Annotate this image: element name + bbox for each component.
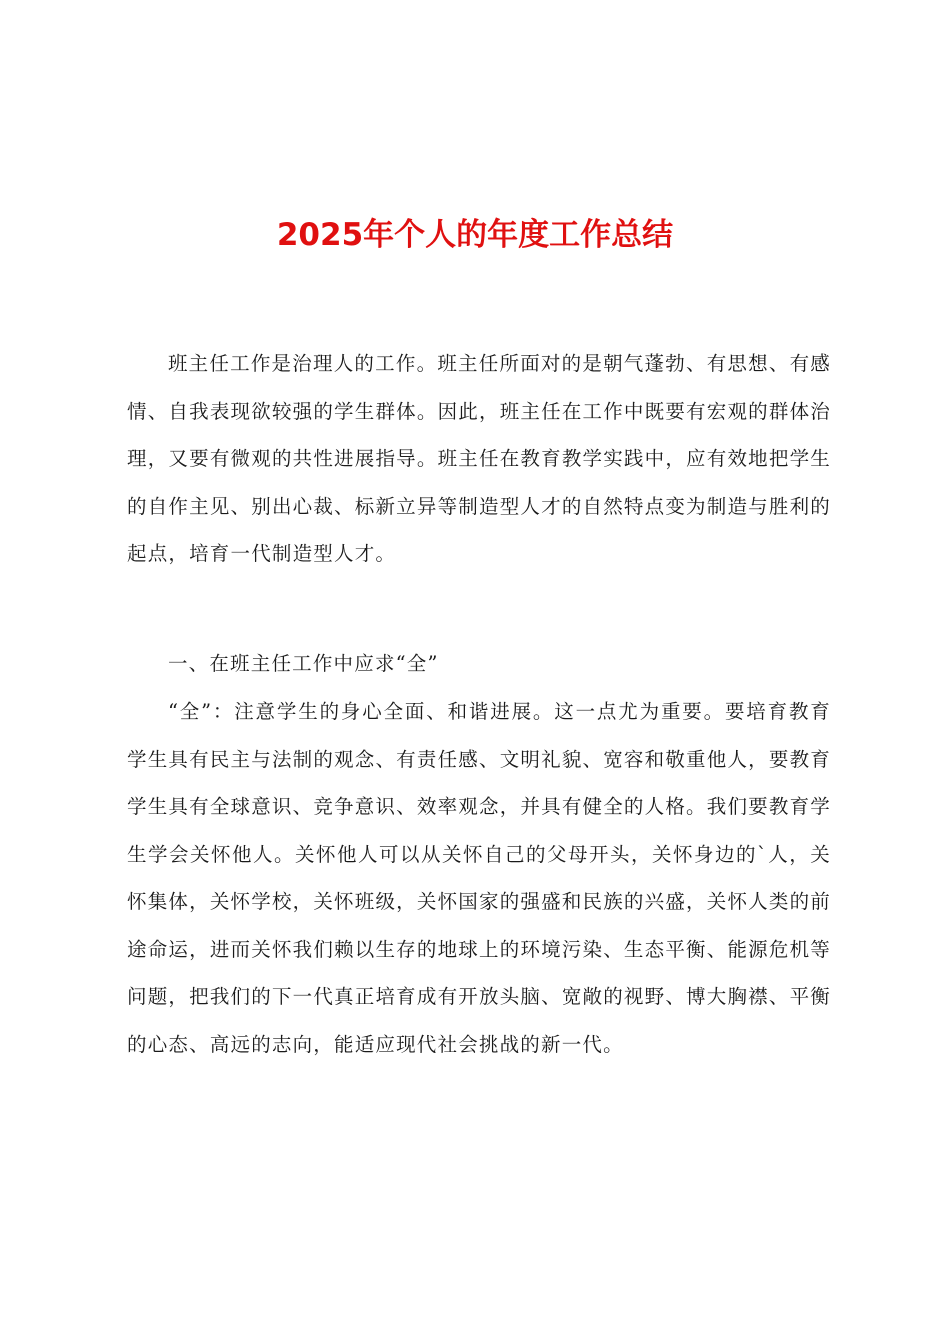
section-heading: 一、在班主任工作中应求“全” — [167, 652, 439, 675]
document-title: 2025年个人的年度工作总结 — [276, 217, 674, 253]
paragraph-section-1: “全”：注意学生的身心全面、和谐进展。这一点尤为重要。要培育教育学生具有民主与法制的观念、有责任感、文明礼貌、宽容和敬重他人，要教育学生具有全球意识、竞争意识、效率观念，并具有健全的人格。我们要教育学生学会关怀他人。关怀他人可以从关怀自己的父母开头，关怀身边的`人，关怀集体，关怀学校，关怀班级，关怀国家的强盛和民族的兴盛，关怀人类的前途命运，进而关怀我们赖以生存的地球上的环境污染、生态平衡、能源危机等问题，把我们的下一代真正培育成有开放头脑、宽敞的视野、博大胸襟、平衡的心态、高远的志向，能适应现代社会挑战的新一代。 — [127, 700, 831, 1056]
paragraph-intro: 班主任工作是治理人的工作。班主任所面对的是朝气蓬勃、有思想、有感情、自我表现欲较强的学生群体。因此，班主任在工作中既要有宏观的群体治理，又要有微观的共性进展指导。班主任在教育教学实践中，应有效地把学生的自作主见、别出心裁、标新立异等制造型人才的自然特点变为制造与胜利的起点，培育一代制造型人才。 — [127, 352, 831, 565]
